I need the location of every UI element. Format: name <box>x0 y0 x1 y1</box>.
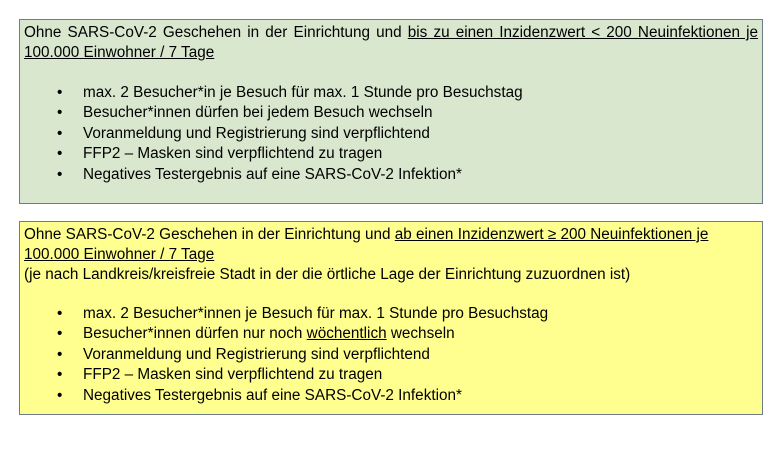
bullet-icon: • <box>57 84 63 101</box>
bullet-icon: • <box>57 165 63 183</box>
bullet-icon: • <box>57 325 63 343</box>
list-item <box>24 103 758 123</box>
box-heading <box>24 222 758 265</box>
bullet-icon: • <box>57 345 63 363</box>
list-item-text: Besucher*innen dürfen nur noch <box>83 325 307 343</box>
list-item <box>24 144 758 164</box>
rules-box-below-200 <box>19 19 763 204</box>
list-item-text: max. 2 Besucher*in je Besuch für max. 1 Stunde pro Besuchstag <box>83 84 523 101</box>
heading-underlined-text: bis zu einen Inzidenzwert < 200 Neuinfektionen je 100.000 Einwohner / 7 Tage <box>24 24 758 61</box>
list-item-text: FFP2 – Masken sind verpflichtend zu tragen <box>83 145 383 163</box>
list-item <box>24 345 758 365</box>
list-item <box>24 165 758 185</box>
rules-list <box>24 304 758 406</box>
bullet-icon: • <box>57 104 63 122</box>
list-item <box>24 304 758 324</box>
bullet-icon: • <box>57 305 63 322</box>
list-item-text: Besucher*innen dürfen bei jedem Besuch wechseln <box>83 104 433 122</box>
list-item <box>24 124 758 144</box>
box-note: (je nach Landkreis/kreisfreie Stadt in der die örtliche Lage der Einrichtung zuzuordnen ist) <box>24 266 631 283</box>
heading-text: Ohne SARS-CoV-2 Geschehen in der Einrichtung und <box>24 24 408 41</box>
list-item-text: Negatives Testergebnis auf eine SARS-CoV-2 Infektion* <box>83 165 462 183</box>
rules-list <box>24 83 758 185</box>
list-item-emphasis: wöchentlich <box>306 325 387 343</box>
bullet-icon: • <box>57 124 63 142</box>
bullet-icon: • <box>57 386 63 404</box>
list-item-text: FFP2 – Masken sind verpflichtend zu tragen <box>83 366 383 384</box>
list-item <box>24 324 758 344</box>
list-item-text: Negatives Testergebnis auf eine SARS-CoV-2 Infektion* <box>83 386 462 404</box>
bullet-icon: • <box>57 145 63 163</box>
list-item-text-suffix: wechseln <box>386 325 455 343</box>
bullet-icon: • <box>57 366 63 384</box>
list-item-text: max. 2 Besucher*innen je Besuch für max. 1 Stunde pro Besuchstag <box>83 305 549 322</box>
list-item <box>24 83 758 103</box>
box-heading <box>24 20 758 63</box>
list-item-text: Voranmeldung und Registrierung sind verpflichtend <box>83 124 430 142</box>
rules-box-from-200 <box>19 221 763 415</box>
heading-text: Ohne SARS-CoV-2 Geschehen in der Einrichtung und <box>24 226 395 243</box>
list-item <box>24 386 758 406</box>
heading-underlined-text: ab einen Inzidenzwert ≥ 200 Neuinfektionen je 100.000 Einwohner / 7 Tage <box>24 226 709 263</box>
list-item-text: Voranmeldung und Registrierung sind verpflichtend <box>83 345 430 363</box>
list-item <box>24 365 758 385</box>
